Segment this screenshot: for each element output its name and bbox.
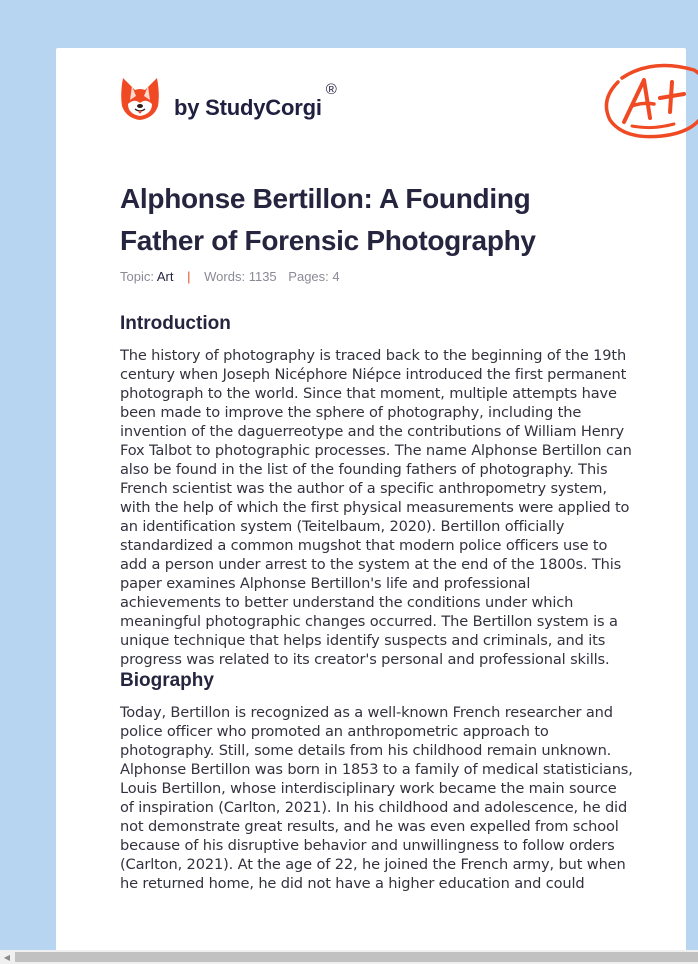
brand-name: by StudyCorgi	[174, 95, 322, 120]
pages-value: 4	[332, 269, 340, 284]
topic-label: Topic:	[120, 269, 154, 284]
brand-logo[interactable]	[120, 76, 337, 122]
article-body	[120, 312, 634, 893]
horizontal-scrollbar[interactable]	[0, 950, 698, 964]
topic-link[interactable]: Art	[156, 269, 174, 284]
document-card	[56, 48, 686, 950]
scroll-left-arrow-icon[interactable]: ◀	[3, 952, 11, 962]
registered-mark: ®	[325, 80, 337, 98]
article-title: Alphonse Bertillon: A Founding Father of Forensic Photography	[120, 183, 536, 256]
words-value: 1135	[248, 269, 277, 284]
section-text-biography: Today, Bertillon is recognized as a well-known French researcher and police officer who promoted an anthropometric approach to photography. Still, some details from his childhood remain unknown. Alphonse Bertillon was born in 1853 to a family of medical statisticians, Louis Bertillon, whose interdisciplinary work became the main source of inspiration (Carlton, 2021). In his childhood and adolescence, he did not demonstrate great results, and he was even expelled from school because of his disruptive behavior and unwillingness to follow orders (Carlton, 2021). At the age of 22, he joined the French army, but when he returned home, he did not have a higher education and could	[120, 704, 633, 892]
header	[120, 76, 650, 146]
meta-separator: |	[187, 269, 191, 284]
words-label: Words:	[204, 269, 246, 284]
pages-label: Pages:	[288, 269, 329, 284]
section-heading-biography: Biography	[120, 670, 214, 691]
a-plus-grade-icon	[602, 60, 698, 142]
section-heading-introduction: Introduction	[120, 313, 231, 334]
article-meta	[120, 269, 340, 284]
corgi-logo-icon	[120, 76, 160, 122]
scrollbar-thumb[interactable]	[15, 952, 698, 962]
section-text-introduction: The history of photography is traced back to the beginning of the 19th century when Joseph Nicéphore Niépce introduced the first permanent photograph to the world. Since that moment, multiple attempts have been made to improve the sphere of photography, including the invention of the daguerreotype and the contributions of William Henry Fox Talbot to photographic processes. The name Alphonse Bertillon can also be found in the list of the founding fathers of photography. This French scientist was the author of a specific anthropometry system, with the help of which the first physical measurements were applied to an identification system (Teitelbaum, 2020). Bertillon officially standardized a common mugshot that modern police officers use to add a person under arrest to the system at the end of the 1800s. This paper examines Alphonse Bertillon's life and professional achievements to better understand the conditions under which meaningful photographic changes occurred. The Bertillon system is a unique technique that helps identify suspects and criminals, and its progress was related to its creator's personal and professional skills.	[120, 347, 632, 668]
